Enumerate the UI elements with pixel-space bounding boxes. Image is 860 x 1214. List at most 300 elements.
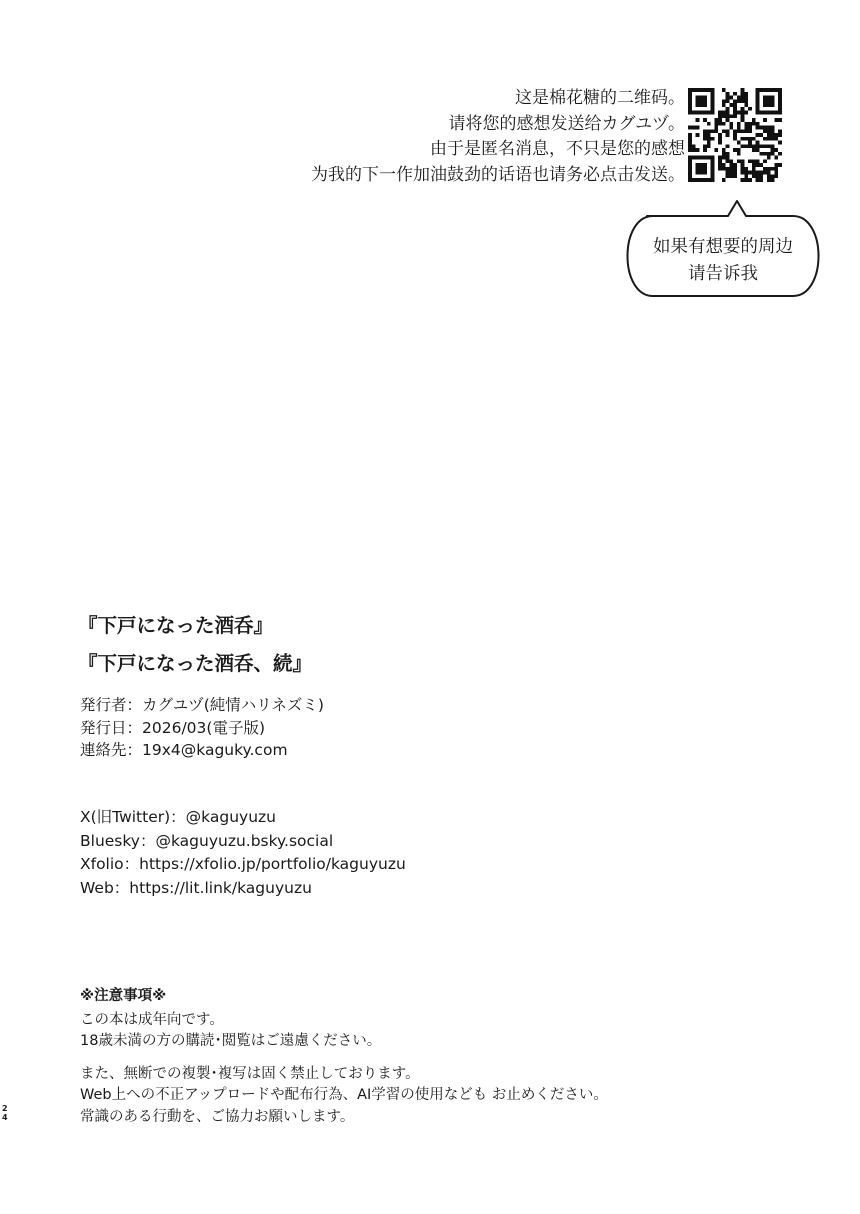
qr-module (767, 167, 771, 171)
qr-module (759, 152, 763, 156)
qr-module (711, 96, 715, 100)
notes-section (80, 986, 608, 1128)
qr-module (714, 129, 718, 133)
qr-module (737, 96, 741, 100)
qr-module (718, 167, 722, 171)
qr-module (763, 99, 767, 103)
qr-module (759, 144, 763, 148)
notes-group-2 (80, 1064, 608, 1129)
qr-module (763, 159, 767, 163)
qr-module (688, 126, 692, 130)
qr-module (722, 152, 726, 156)
qr-module (718, 137, 722, 141)
qr-module (688, 107, 692, 111)
qr-module (759, 133, 763, 137)
qr-module (718, 156, 722, 160)
qr-module (752, 148, 756, 152)
notes-line: この本は成年向です。 (80, 1011, 224, 1028)
qr-module (703, 178, 707, 182)
notes-line: また、無断での複製･複写は固く禁止しております。 (80, 1065, 420, 1082)
qr-module (711, 171, 715, 175)
qr-module (774, 137, 778, 141)
qr-module (692, 144, 696, 148)
qr-module (767, 133, 771, 137)
qr-module (778, 88, 782, 92)
qr-module (748, 178, 752, 182)
qr-module (703, 129, 707, 133)
qr-module (771, 144, 775, 148)
qr-module (744, 111, 748, 115)
qr-module (778, 129, 782, 133)
qr-module (767, 144, 771, 148)
qr-module (733, 107, 737, 111)
qr-module (737, 122, 741, 126)
qr-module (741, 171, 745, 175)
qr-module (759, 126, 763, 130)
page-number-digit: 4 (2, 1113, 8, 1122)
qr-module (729, 96, 733, 100)
qr-module (744, 129, 748, 133)
qr-module (763, 137, 767, 141)
qr-module (714, 118, 718, 122)
qr-module (696, 103, 700, 107)
qr-module (703, 103, 707, 107)
qr-module (688, 148, 692, 152)
qr-module (729, 103, 733, 107)
qr-module (699, 171, 703, 175)
qr-module (711, 163, 715, 167)
qr-module (722, 167, 726, 171)
qr-module (714, 126, 718, 130)
qr-module (722, 178, 726, 182)
qr-module (722, 103, 726, 107)
speech-bubble-text (617, 234, 829, 288)
qr-module (774, 133, 778, 137)
qr-module (756, 88, 760, 92)
qr-module (696, 99, 700, 103)
qr-module (771, 152, 775, 156)
qr-module (703, 88, 707, 92)
qr-module (774, 156, 778, 160)
qr-module (726, 129, 730, 133)
qr-module (756, 141, 760, 145)
qr-module (696, 163, 700, 167)
qr-module (722, 88, 726, 92)
qr-module (737, 129, 741, 133)
qr-module (752, 137, 756, 141)
qr-module (778, 118, 782, 122)
publisher-line: 発行者：カグユヅ(純情ハリネズミ) (80, 696, 324, 714)
qr-module (763, 126, 767, 130)
notes-group-1 (80, 1010, 608, 1053)
qr-module (726, 171, 730, 175)
qr-module (771, 174, 775, 178)
qr-line-2: 请将您的感想发送给カグユヅ。 (448, 113, 685, 134)
qr-module (752, 171, 756, 175)
qr-module (699, 178, 703, 182)
qr-module (737, 148, 741, 152)
social-links (80, 806, 406, 900)
qr-module (771, 96, 775, 100)
qr-module (737, 141, 741, 145)
qr-module (771, 129, 775, 133)
qr-module (726, 111, 730, 115)
qr-module (707, 156, 711, 160)
qr-module (729, 167, 733, 171)
qr-module (688, 103, 692, 107)
qr-module (737, 99, 741, 103)
qr-module (748, 137, 752, 141)
qr-module (703, 99, 707, 103)
qr-module (737, 111, 741, 115)
qr-module (741, 99, 745, 103)
qr-module (752, 174, 756, 178)
qr-module (726, 107, 730, 111)
qr-module (688, 88, 692, 92)
qr-module (771, 103, 775, 107)
qr-module (756, 126, 760, 130)
qr-module (688, 111, 692, 115)
colophon (80, 694, 324, 762)
qr-module (733, 103, 737, 107)
qr-module (741, 129, 745, 133)
qr-module (741, 114, 745, 118)
qr-module (726, 133, 730, 137)
qr-module (726, 167, 730, 171)
qr-module (688, 156, 692, 160)
qr-module (756, 174, 760, 178)
xfolio-link[interactable]: Xfolio：https://xfolio.jp/portfolio/kaguyuzu (80, 855, 406, 873)
qr-line-1: 这是棉花糖的二维码。 (515, 88, 685, 108)
qr-module (763, 129, 767, 133)
qr-module (688, 167, 692, 171)
qr-module (688, 174, 692, 178)
bubble-line-1: 如果有想要的周边 (653, 237, 793, 257)
qr-module (722, 163, 726, 167)
qr-module (752, 144, 756, 148)
qr-module (729, 126, 733, 130)
qr-module (774, 163, 778, 167)
qr-module (733, 148, 737, 152)
qr-module (767, 103, 771, 107)
qr-code-image (688, 88, 782, 182)
qr-module (726, 92, 730, 96)
qr-module (707, 141, 711, 145)
qr-module (763, 144, 767, 148)
qr-module (688, 99, 692, 103)
qr-module (778, 152, 782, 156)
qr-module (737, 159, 741, 163)
qr-module (767, 96, 771, 100)
qr-module (744, 137, 748, 141)
qr-module (699, 103, 703, 107)
qr-module (748, 126, 752, 130)
qr-module (711, 129, 715, 133)
qr-module (718, 163, 722, 167)
qr-module (692, 156, 696, 160)
qr-module (726, 152, 730, 156)
qr-module (759, 171, 763, 175)
qr-module (707, 137, 711, 141)
qr-module (699, 167, 703, 171)
book-title-1: 『下戸になった酒呑』 (78, 614, 274, 637)
qr-module (778, 96, 782, 100)
qr-module (707, 129, 711, 133)
qr-module (778, 99, 782, 103)
qr-module (771, 137, 775, 141)
qr-module (744, 174, 748, 178)
web-link[interactable]: Web：https://lit.link/kaguyuzu (80, 878, 312, 897)
qr-module (748, 171, 752, 175)
qr-module (778, 163, 782, 167)
qr-module (722, 156, 726, 160)
qr-module (733, 133, 737, 137)
qr-module (733, 163, 737, 167)
qr-module (771, 167, 775, 171)
qr-module (771, 178, 775, 182)
qr-module (752, 159, 756, 163)
page-number (2, 1104, 10, 1122)
qr-module (688, 178, 692, 182)
qr-module (726, 174, 730, 178)
qr-module (733, 111, 737, 115)
qr-module (711, 167, 715, 171)
qr-module (729, 163, 733, 167)
qr-module (711, 103, 715, 107)
qr-module (733, 137, 737, 141)
qr-module (741, 111, 745, 115)
qr-module (774, 148, 778, 152)
qr-module (696, 156, 700, 160)
qr-module (767, 126, 771, 130)
qr-module (778, 107, 782, 111)
qr-module (759, 178, 763, 182)
bubble-line-2: 请告诉我 (688, 264, 758, 284)
qr-module (703, 111, 707, 115)
qr-module (767, 156, 771, 160)
qr-module (729, 114, 733, 118)
qr-module (718, 159, 722, 163)
qr-module (756, 144, 760, 148)
qr-module (744, 122, 748, 126)
qr-module (688, 92, 692, 96)
qr-module (688, 144, 692, 148)
notes-line: 18歳未満の方の購読･閲覧はご遠慮ください。 (80, 1033, 382, 1049)
qr-module (748, 129, 752, 133)
qr-module (741, 178, 745, 182)
qr-module (722, 148, 726, 152)
qr-module (699, 111, 703, 115)
qr-module (722, 114, 726, 118)
qr-module (756, 103, 760, 107)
qr-module (767, 137, 771, 141)
qr-module (718, 118, 722, 122)
qr-module (696, 118, 700, 122)
qr-module (756, 133, 760, 137)
qr-module (696, 88, 700, 92)
qr-module (711, 174, 715, 178)
qr-module (714, 122, 718, 126)
qr-module (771, 99, 775, 103)
qr-module (741, 163, 745, 167)
qr-module (774, 111, 778, 115)
qr-module (696, 96, 700, 100)
qr-module (741, 167, 745, 171)
qr-module (767, 99, 771, 103)
qr-module (744, 96, 748, 100)
qr-module (767, 111, 771, 115)
qr-module (733, 167, 737, 171)
qr-module (703, 137, 707, 141)
qr-module (699, 88, 703, 92)
qr-module (756, 159, 760, 163)
qr-module (688, 159, 692, 163)
qr-module (703, 156, 707, 160)
qr-module (752, 118, 756, 122)
qr-module (718, 133, 722, 137)
qr-module (703, 163, 707, 167)
qr-module (756, 148, 760, 152)
qr-module (771, 111, 775, 115)
qr-module (699, 96, 703, 100)
qr-module (756, 178, 760, 182)
qr-module (692, 126, 696, 130)
qr-module (703, 148, 707, 152)
qr-line-4: 为我的下一作加油鼓劲的话语也请务必点击发送。 (311, 164, 685, 185)
qr-module (771, 148, 775, 152)
qr-module (752, 122, 756, 126)
qr-module (741, 118, 745, 122)
qr-module (771, 88, 775, 92)
qr-module (759, 174, 763, 178)
qr-module (729, 171, 733, 175)
qr-module (729, 122, 733, 126)
qr-module (718, 122, 722, 126)
qr-module (711, 111, 715, 115)
qr-module (733, 174, 737, 178)
qr-module (707, 122, 711, 126)
qr-module (778, 92, 782, 96)
qr-module (767, 88, 771, 92)
qr-module (741, 137, 745, 141)
qr-module (699, 163, 703, 167)
qr-module (696, 167, 700, 171)
qr-module (707, 88, 711, 92)
qr-module (711, 88, 715, 92)
qr-module (692, 148, 696, 152)
qr-module (703, 171, 707, 175)
qr-module (726, 114, 730, 118)
notes-line: 常識のある行動を、ご協力お願いします。 (80, 1108, 355, 1125)
qr-module (767, 129, 771, 133)
qr-module (696, 171, 700, 175)
qr-line-3: 由于是匿名消息，不只是您的感想 (430, 139, 685, 159)
qr-description (311, 86, 685, 188)
qr-module (763, 152, 767, 156)
qr-module (767, 171, 771, 175)
qr-module (771, 133, 775, 137)
page-number-digit: 2 (2, 1104, 8, 1113)
qr-module (744, 99, 748, 103)
qr-module (711, 178, 715, 182)
qr-module (703, 96, 707, 100)
qr-module (763, 88, 767, 92)
qr-module (696, 111, 700, 115)
qr-module (711, 92, 715, 96)
qr-module (744, 167, 748, 171)
notes-heading: ※注意事項※ (80, 988, 167, 1004)
qr-module (737, 152, 741, 156)
qr-module (733, 92, 737, 96)
qr-module (737, 126, 741, 130)
contact-line[interactable]: 連絡先：19x4@kaguky.com (80, 741, 288, 759)
qr-module (696, 126, 700, 130)
qr-module (726, 156, 730, 160)
qr-module (711, 99, 715, 103)
qr-module (741, 144, 745, 148)
qr-module (763, 167, 767, 171)
qr-module (756, 111, 760, 115)
qr-module (696, 148, 700, 152)
qr-module (707, 133, 711, 137)
qr-module (703, 144, 707, 148)
qr-module (744, 144, 748, 148)
qr-module (763, 103, 767, 107)
qr-module (763, 111, 767, 115)
qr-code[interactable] (688, 88, 782, 182)
qr-module (688, 171, 692, 175)
qr-module (741, 88, 745, 92)
qr-module (699, 99, 703, 103)
qr-module (756, 92, 760, 96)
qr-module (703, 167, 707, 171)
qr-module (756, 99, 760, 103)
qr-module (759, 163, 763, 167)
qr-module (688, 133, 692, 137)
qr-module (774, 167, 778, 171)
qr-module (756, 107, 760, 111)
qr-module (767, 174, 771, 178)
qr-module (763, 96, 767, 100)
qr-module (711, 156, 715, 160)
bluesky-link[interactable]: Bluesky：@kaguyuzu.bsky.social (80, 831, 334, 850)
qr-module (692, 111, 696, 115)
qr-module (748, 107, 752, 111)
qr-module (692, 88, 696, 92)
qr-module (741, 96, 745, 100)
qr-module (718, 141, 722, 145)
qr-module (729, 174, 733, 178)
qr-module (752, 163, 756, 167)
twitter-link[interactable]: X(旧Twitter)：@kaguyuzu (80, 808, 276, 826)
qr-module (722, 129, 726, 133)
qr-module (688, 163, 692, 167)
qr-module (718, 114, 722, 118)
qr-module (767, 178, 771, 182)
qr-module (726, 144, 730, 148)
qr-module (733, 99, 737, 103)
qr-module (696, 178, 700, 182)
qr-module (733, 129, 737, 133)
qr-module (703, 133, 707, 137)
qr-module (711, 107, 715, 111)
qr-module (748, 159, 752, 163)
qr-module (688, 141, 692, 145)
qr-module (722, 99, 726, 103)
qr-module (763, 171, 767, 175)
qr-module (756, 122, 760, 126)
qr-module (707, 111, 711, 115)
